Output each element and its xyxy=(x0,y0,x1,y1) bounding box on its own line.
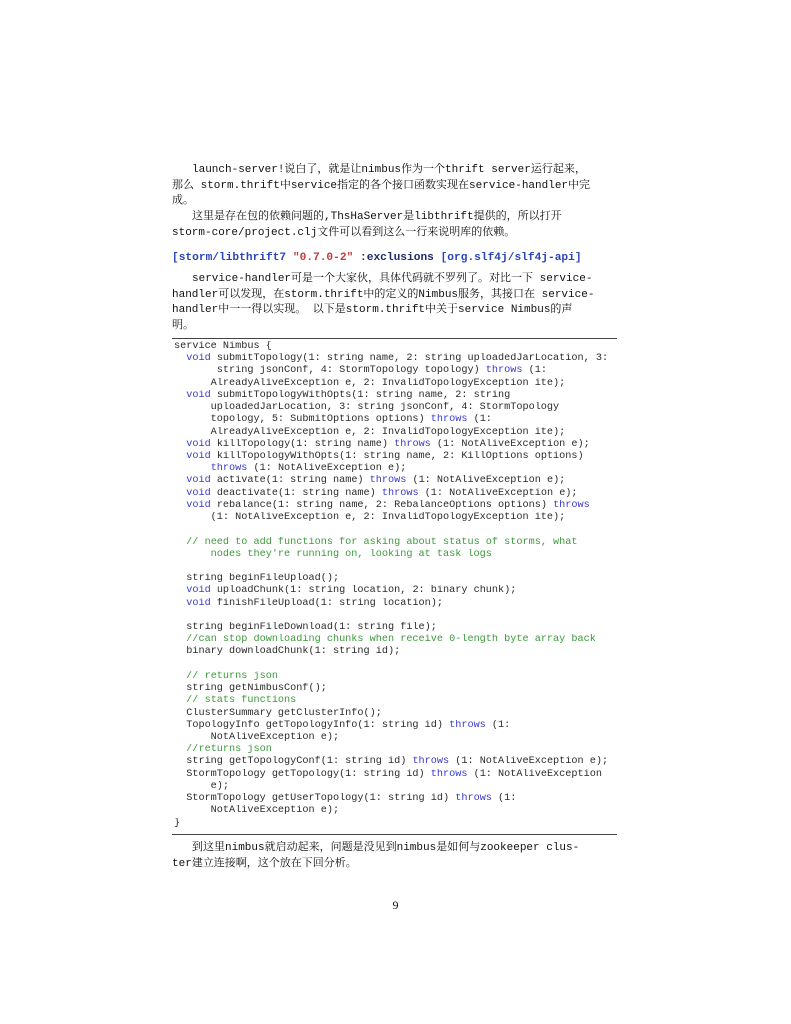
code-token-plain: e); xyxy=(174,780,230,792)
code-token-comment: // need to add functions for asking about status of storms, what xyxy=(186,536,578,548)
code-block-top-rule xyxy=(172,338,617,339)
code-token-plain xyxy=(174,488,186,499)
dependency-token-plain: [storm/libthrift7 xyxy=(172,252,293,264)
code-token-plain xyxy=(174,353,186,364)
code-line xyxy=(174,524,617,536)
code-token-plain xyxy=(174,537,186,548)
code-token-plain: NotAliveException e); xyxy=(174,732,340,743)
code-token-plain: submitTopologyWithOpts(1: string name, 2: string xyxy=(210,389,511,401)
paragraph-line: 明。 xyxy=(172,319,194,332)
code-line xyxy=(174,756,617,768)
code-line xyxy=(174,769,617,781)
code-token-keyword: throws xyxy=(394,438,431,450)
code-token-plain: TopologyInfo getTopologyInfo(1: string id) xyxy=(174,719,450,731)
paragraph-line: 那么 storm.thrift中service指定的各个接口函数实现在service-handler中完 xyxy=(172,179,591,192)
code-token-plain: service Nimbus { xyxy=(174,341,272,352)
code-token-plain: StormTopology getUserTopology(1: string id) xyxy=(174,793,456,805)
code-line xyxy=(174,463,617,475)
code-token-plain: (1: NotAliveException e); xyxy=(449,756,609,768)
code-line xyxy=(174,744,617,756)
code-line xyxy=(174,573,617,585)
code-token-plain: activate(1: string name) xyxy=(210,475,370,487)
code-line xyxy=(174,708,617,720)
code-token-plain xyxy=(174,439,186,450)
code-line xyxy=(174,695,617,707)
code-token-keyword: throws xyxy=(485,365,523,377)
code-line xyxy=(174,500,617,512)
code-token-plain: killTopologyWithOpts(1: string name, 2: KillOptions options) xyxy=(210,450,584,462)
code-token-plain: (1: NotAliveException e); xyxy=(406,475,566,487)
code-token-plain: StormTopology getTopology(1: string id) xyxy=(174,768,431,780)
code-token-plain xyxy=(174,634,186,645)
code-line xyxy=(174,818,617,830)
code-token-plain: submitTopology(1: string name, 2: string uploadedJarLocation, 3: xyxy=(210,353,609,365)
paragraph-line: ter建立连接啊，这个放在下回分析。 xyxy=(172,857,357,870)
code-line xyxy=(174,402,617,414)
code-line xyxy=(174,512,617,524)
code-token-comment: // returns json xyxy=(186,670,278,682)
code-token-keyword: throws xyxy=(430,414,468,426)
code-token-plain: binary downloadChunk(1: string id); xyxy=(174,646,401,658)
paragraph-line: 成。 xyxy=(172,195,194,207)
paragraph-line: service-handler可是一个大家伙，具体代码就不罗列了。对比一下 service- xyxy=(192,273,593,285)
code-token-keyword: void xyxy=(186,389,211,401)
code-line xyxy=(174,781,617,793)
paragraph-dependency-issue xyxy=(172,210,617,241)
code-token-keyword: throws xyxy=(381,487,419,499)
code-token-plain: string getTopologyConf(1: string id) xyxy=(174,756,413,768)
code-line xyxy=(174,341,617,353)
code-token-plain xyxy=(174,475,186,486)
code-line xyxy=(174,585,617,597)
code-line xyxy=(174,390,617,402)
code-token-keyword: throws xyxy=(553,499,590,511)
paragraph-line: 到这里nimbus就启动起来，问题是没见到nimbus是如何与zookeeper clus- xyxy=(192,842,580,854)
code-token-plain: AlreadyAliveException e, 2: InvalidTopologyException ite); xyxy=(174,426,566,438)
code-token-comment: //can stop downloading chunks when receive 0-length byte array back xyxy=(186,634,596,646)
code-line xyxy=(174,439,617,451)
code-token-keyword: void xyxy=(186,487,211,499)
dependency-token-plain xyxy=(353,252,360,264)
code-line xyxy=(174,475,617,487)
code-line xyxy=(174,427,617,439)
code-line xyxy=(174,561,617,573)
code-token-plain xyxy=(174,585,186,596)
code-token-plain: (1: NotAliveException e); xyxy=(418,487,578,499)
code-block-bottom-rule xyxy=(172,834,617,835)
code-token-comment: //returns json xyxy=(186,744,272,756)
code-token-plain: (1: xyxy=(485,719,511,731)
paragraph-line: launch-server!说白了，就是让nimbus作为一个thrift server运行起来， xyxy=(192,164,586,176)
code-token-keyword: throws xyxy=(449,719,486,731)
code-line xyxy=(174,414,617,426)
code-line xyxy=(174,634,617,646)
code-token-keyword: void xyxy=(186,450,211,462)
code-token-plain xyxy=(174,463,211,474)
code-token-plain: (1: NotAliveException e, 2: InvalidTopologyException ite); xyxy=(174,512,566,524)
code-token-plain: deactivate(1: string name) xyxy=(210,487,382,499)
paragraph-launch-server xyxy=(172,163,617,210)
code-token-plain: string getNimbusConf(); xyxy=(174,683,327,695)
code-line xyxy=(174,488,617,500)
code-token-plain: string beginFileDownload(1: string file); xyxy=(174,622,437,634)
code-token-plain: killTopology(1: string name) xyxy=(210,438,395,450)
code-token-plain: finishFileUpload(1: string location); xyxy=(210,597,444,609)
code-line xyxy=(174,549,617,561)
code-line xyxy=(174,659,617,671)
code-token-keyword: throws xyxy=(455,793,492,805)
code-line xyxy=(174,451,617,463)
code-token-plain: (1: xyxy=(491,793,517,805)
dependency-token-string: "0.7.0-2" xyxy=(292,252,354,264)
code-token-plain xyxy=(174,451,186,462)
dependency-token-plain: [org.slf4j/slf4j-api] xyxy=(433,252,582,264)
paragraph-line: handler中一一得以实现。 以下是storm.thrift中关于service Nimbus的声 xyxy=(172,304,573,317)
code-token-plain: (1: xyxy=(522,365,547,377)
code-line xyxy=(174,646,617,658)
code-line xyxy=(174,353,617,365)
paragraph-line: 这里是存在包的依赖问题的,ThsHaServer是libthrift提供的，所以打开 xyxy=(192,211,562,223)
code-line xyxy=(174,805,617,817)
code-line xyxy=(174,378,617,390)
code-line xyxy=(174,671,617,683)
code-token-plain xyxy=(174,671,186,682)
code-token-keyword: void xyxy=(186,585,211,597)
code-line xyxy=(174,537,617,549)
code-token-plain: (1: xyxy=(467,414,492,426)
code-token-plain: (1: NotAliveException xyxy=(467,768,602,780)
code-line xyxy=(174,683,617,695)
code-token-plain: ClusterSummary getClusterInfo(); xyxy=(174,707,382,719)
code-token-comment: nodes they're running on, looking at task logs xyxy=(174,548,492,560)
paragraph-line: handler可以发现，在storm.thrift中的定义的Nimbus服务，其接口在 service- xyxy=(172,288,595,301)
code-token-keyword: throws xyxy=(369,475,407,487)
code-token-keyword: void xyxy=(186,438,211,450)
dependency-token-keyword: :exclusions xyxy=(360,252,434,264)
code-token-plain: } xyxy=(174,817,181,829)
code-token-plain xyxy=(174,744,186,755)
code-token-plain: (1: NotAliveException e); xyxy=(247,463,407,475)
code-token-keyword: throws xyxy=(412,756,450,768)
code-token-plain xyxy=(174,598,186,609)
code-listing xyxy=(174,341,617,830)
paragraph-service-handler xyxy=(172,272,617,334)
code-line xyxy=(174,598,617,610)
code-token-keyword: throws xyxy=(210,463,248,475)
code-token-keyword: void xyxy=(186,353,211,365)
code-line xyxy=(174,610,617,622)
code-token-comment: // stats functions xyxy=(186,695,297,707)
code-token-plain: NotAliveException e); xyxy=(174,805,340,817)
code-line xyxy=(174,732,617,744)
code-line xyxy=(174,793,617,805)
code-token-plain: rebalance(1: string name, 2: RebalanceOptions options) xyxy=(210,499,554,511)
code-token-plain xyxy=(174,500,186,511)
code-line xyxy=(174,622,617,634)
code-token-plain: uploadChunk(1: string location, 2: binary chunk); xyxy=(210,585,517,597)
code-token-keyword: void xyxy=(186,475,211,487)
paragraph-conclusion xyxy=(172,841,617,872)
code-token-plain xyxy=(174,695,186,706)
page-number: 9 xyxy=(392,898,399,912)
code-token-plain xyxy=(174,390,186,401)
code-token-plain: uploadedJarLocation, 3: string jsonConf, 4: StormTopology xyxy=(174,402,560,414)
code-token-keyword: void xyxy=(186,499,211,511)
dependency-code-line xyxy=(172,250,617,266)
code-token-plain: topology, 5: SubmitOptions options) xyxy=(174,414,431,426)
code-token-plain: string beginFileUpload(); xyxy=(174,573,340,585)
code-line xyxy=(174,365,617,377)
paragraph-line: storm-core/project.clj文件可以看到这么一行来说明库的依赖。 xyxy=(172,226,516,239)
code-line xyxy=(174,720,617,732)
code-token-keyword: void xyxy=(186,597,211,609)
code-token-keyword: throws xyxy=(430,768,468,780)
code-token-plain: string jsonConf, 4: StormTopology topology) xyxy=(174,365,486,377)
code-token-plain: (1: NotAliveException e); xyxy=(430,438,590,450)
code-token-plain: AlreadyAliveException e, 2: InvalidTopologyException ite); xyxy=(174,377,566,389)
